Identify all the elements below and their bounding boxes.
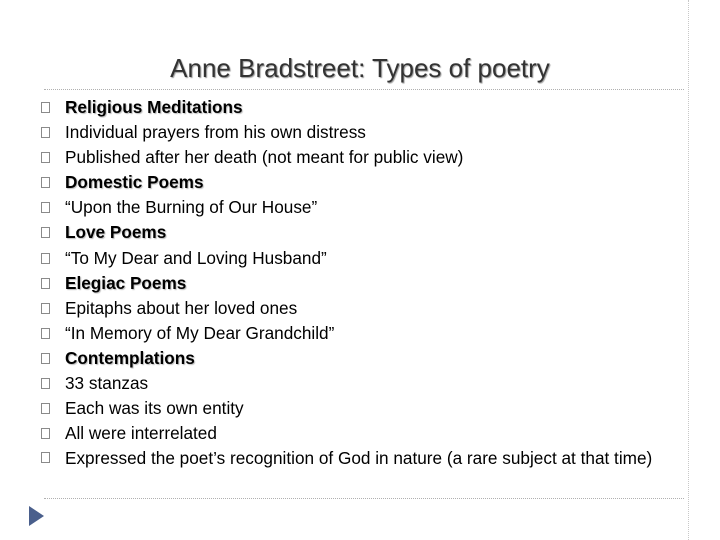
bullet-text: Love Poems (65, 222, 167, 243)
list-item (40, 446, 670, 467)
bullet-text: Published after her death (not meant for public view) (65, 147, 464, 168)
list-item (40, 296, 670, 321)
bullet-text: Domestic Poems (65, 172, 204, 193)
bullet-text: “Upon the Burning of Our House” (65, 197, 318, 218)
bullet-text: Epitaphs about her loved ones (65, 297, 298, 318)
hollow-square-icon (41, 303, 50, 314)
bullet-text: Expressed the poet’s recognition of God in nature (a rare subject at that time) (65, 448, 653, 469)
list-item (40, 396, 670, 421)
hollow-square-icon (41, 227, 50, 238)
list-item (40, 346, 670, 371)
hollow-square-icon (41, 328, 50, 339)
bullet-text: All were interrelated (65, 423, 217, 444)
hollow-square-icon (41, 428, 50, 439)
bullet-text: Elegiac Poems (65, 272, 187, 293)
list-item (40, 120, 670, 145)
hollow-square-icon (41, 403, 50, 414)
right-guide-line (688, 0, 689, 540)
list-item (40, 170, 670, 195)
bullet-text: Individual prayers from his own distress (65, 122, 366, 143)
hollow-square-icon (41, 278, 50, 289)
list-item (40, 371, 670, 396)
footer-divider (44, 498, 684, 499)
list-item (40, 220, 670, 245)
bullet-list (40, 95, 670, 467)
hollow-square-icon (41, 177, 50, 188)
bullet-text: Contemplations (65, 347, 195, 368)
list-item (40, 321, 670, 346)
list-item (40, 195, 670, 220)
hollow-square-icon (41, 452, 50, 463)
hollow-square-icon (41, 152, 50, 163)
hollow-square-icon (41, 202, 50, 213)
hollow-square-icon (41, 253, 50, 264)
hollow-square-icon (41, 102, 50, 113)
list-item (40, 271, 670, 296)
title-divider (44, 89, 684, 90)
hollow-square-icon (41, 378, 50, 389)
hollow-square-icon (41, 353, 50, 364)
bullet-text: Each was its own entity (65, 398, 244, 419)
hollow-square-icon (41, 127, 50, 138)
list-item (40, 421, 670, 446)
triangle-right-icon[interactable] (29, 506, 44, 526)
list-item (40, 95, 670, 120)
list-item (40, 145, 670, 170)
bullet-text: “To My Dear and Loving Husband” (65, 247, 327, 268)
bullet-text: “In Memory of My Dear Grandchild” (65, 322, 335, 343)
bullet-text: Religious Meditations (65, 97, 243, 117)
slide-title: Anne Bradstreet: Types of poetry (170, 53, 550, 83)
list-item (40, 246, 670, 271)
bullet-text: 33 stanzas (65, 373, 149, 394)
